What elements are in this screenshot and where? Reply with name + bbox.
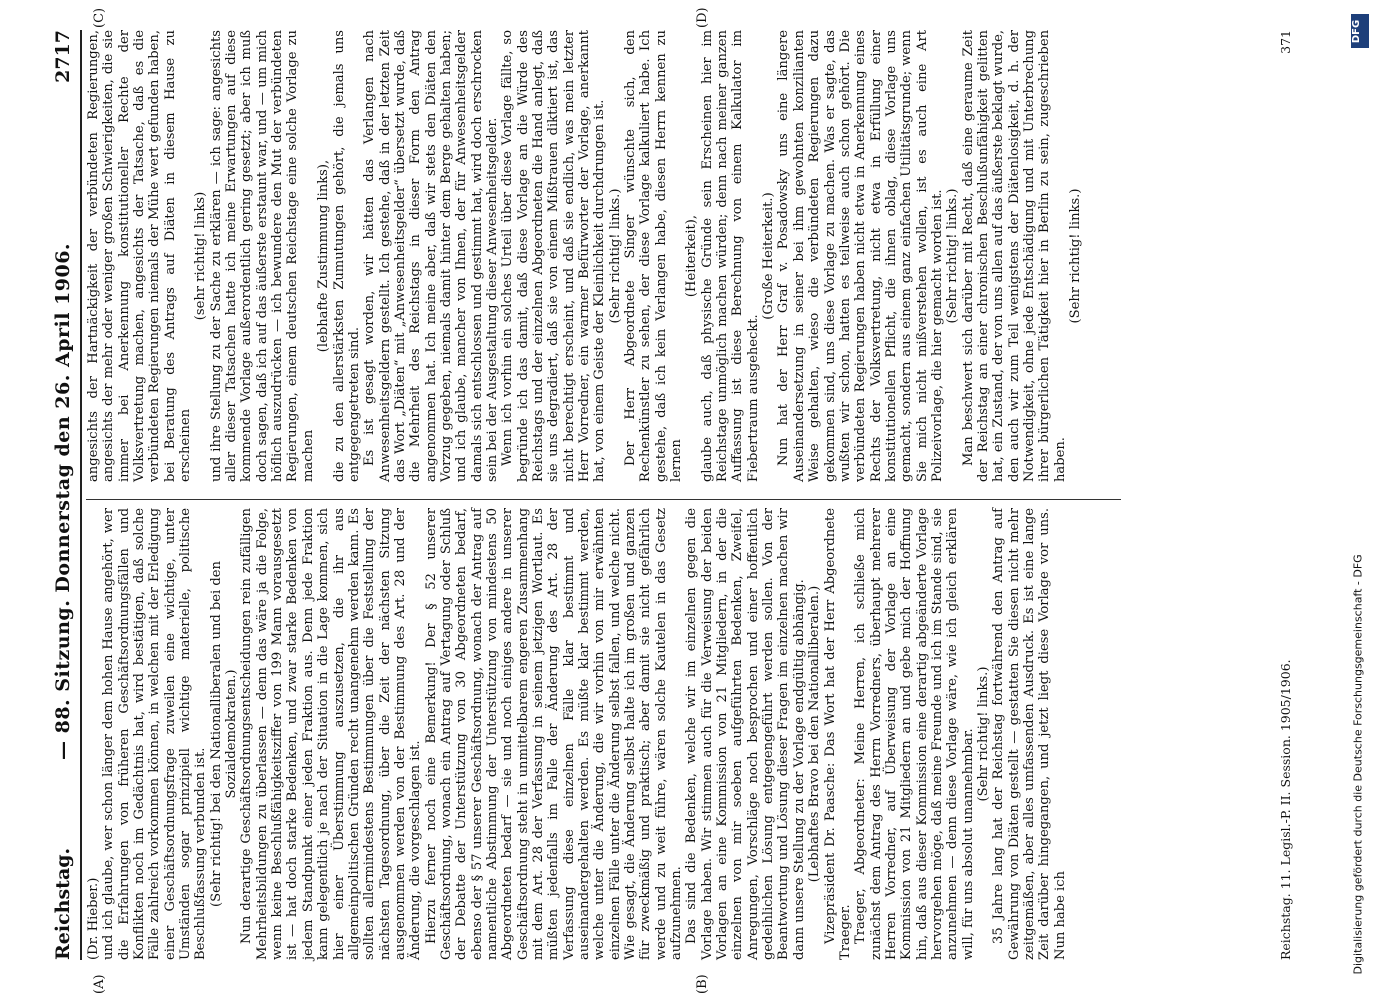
right-column-paragraph: glaube auch, daß physische Gründe sein Erscheinen hier im Reichstage unmöglich machen würden; denn nach meiner ganzen Auffassung ist diese Berechnung von einem Kalkulator im Fiebertraum ausgeheckt. — [699, 30, 761, 482]
header-left: Reichstag. — [52, 847, 74, 960]
left-column-paragraph: Das sind die Bedenken, welche wir im einzelnen gegen die Vorlage haben. Wir stimmen auch für die Verweisung der beiden Vorlagen an eine Kommission von 21 Mitgliedern, in der die einzelnen von mir soeben aufgeführten Bedenken, Zweifel, Anregungen, Vorschläge noch besprochen und einer hoffentlich gedeihlichen Lösung entgegengeführt werden sollen. Von der Beantwortung und Lösung dieser Fragen im einzelnen machen wir dann unsere Stellung zu der Vorlage endgültig abhängig. — [684, 508, 807, 960]
right-text-column — [86, 30, 1083, 482]
right-column-paragraph: Wenn ich vorhin ein solches Urteil über diese Vorlage fällte, so begründe ich das damit, daß diese Vorlage an die Würde des Reichstags und der einzelnen Abgeordneten die Hand anlegt, daß sie uns degradiert, daß sie von einem Mißtrauen diktiert ist, das nicht berechtigt erscheint, und daß sie endlich, was mein letzter Herr Vorredner, ein warmer Befürworter der Vorlage, anerkannt hat, von einem Geiste der Kleinlichkeit durchdrungen ist. — [500, 30, 608, 482]
right-column-paragraph: angesichts der Hartnäckigkeit der verbündeten Regierungen, angesichts der mehr oder weniger großen Schwierigkeiten, die sie immer bei Anerkennung konstitutioneller Rechte der Volksvertretung machen, angesichts der Tatsache, daß es die verbündeten Regierungen niemals der Mühe wert gefunden haben, bei Beratung des Antrags auf Diäten in diesem Hause zu erscheinen — [86, 30, 194, 482]
left-column-paragraph: Nun derartige Geschäftsordnungsentscheidungen rein zufälligen Mehrheitsbildungen zu überlassen — denn das wäre ja die Folge, wenn keine Beschlußfähigkeitsziffer von 199 Mann vorausgesetzt ist — hat doch starke Bedenken, und zwar starke Bedenken von jedem Standpunkt einer jeden Fraktion aus. Denn jede Fraktion kann gelegentlich je nach der Situation in die Lage kommen, sich hier einer Überstimmung auszusetzen, die ihr aus allgemeinpolitischen Gründen recht unangenehm werden kann. Es sollten allermindestens Bestimmungen über die Feststellung der nächsten Tagesordnung, über die Zeit der nächsten Sitzung ausgenommen werden von der Bestimmung des Art. 28 und der Änderung, die vorgeschlagen ist. — [239, 508, 424, 960]
header-rule — [80, 30, 82, 960]
left-column-paragraph: (Lebhaftes Bravo bei den Nationalliberalen.) — [807, 585, 823, 883]
footer-publication: Reichstag. 11. Legisl.-P. II. Session. 1905/1906. — [1278, 659, 1293, 960]
left-column-paragraph: (Sehr richtig! links.) — [975, 666, 991, 802]
page-footer — [1278, 30, 1293, 960]
left-column-paragraph: Traeger, Abgeordneter: Meine Herren, ich schließe mich zunächst dem Antrag des Herrn Vorredners, überhaupt mehrerer Herren Vorredner, auf Überweisung der Vorlage an eine Kommission von 21 Mitgliedern an und gebe mich der Hoffnung hin, daß aus dieser Kommission eine derartig abgeänderte Vorlage hervorgehen möge, daß meine Freunde und ich im Stande sind, sie anzunehmen — denn diese Vorlage wäre, wie ich gleich erklären will, für uns absolut unannehmbar. — [853, 508, 976, 960]
left-column-paragraph: Vizepräsident Dr. Paasche: Das Wort hat der Herr Abgeordnete Traeger. — [822, 508, 853, 960]
right-column-paragraph: Man beschwert sich darüber mit Recht, daß eine geraume Zeit der Reichstag an einer chronischen Beschlußunfähigkeit gelitten hat, ein Zustand, der von uns allen auf das äußerste beklagt wurde, den auch wir zum Teil wenigstens der Diätenlosigkeit, d. h. der Notwendigkeit, ohne jede Entschädigung und mit Unterbrechung ihrer bürgerlichen Tätigkeit hier in Berlin zu sein, zugeschrieben haben. — [960, 30, 1068, 482]
right-column-paragraph: Nun hat der Herr Graf v. Posadowsky uns eine längere Auseinandersetzung in seiner bei ihm gewohnten konzilianten Weise gehalten, wieso die verbündeten Regierungen dazu gekommen sind, uns diese Vorlage zu machen. Was er sagte, das wußten wir schon, hatten es teilweise auch schon gehört. Die verbündeten Regierungen haben nicht etwa in Anerkennung eines Rechts der Volksvertretung, nicht etwa in Erfüllung einer konstitutionellen Pflicht, die ihnen oblag, diese Vorlage uns gemacht, sondern aus einem ganz einfachen Utilitätsgrunde; wenn Sie mich nicht mißverstehen wollen, ist es auch eine Art Polizeivorlage, die hier gemacht worden ist. — [776, 30, 945, 482]
right-column-paragraph: und ihre Stellung zu der Sache zu erklären — ich sage: angesichts aller dieser Tatsachen hatte ich meine Erwartungen auf diese kommende Vorlage außerordentlich gering gesetzt; aber ich muß doch sagen, daß ich auf das äußerste erstaunt war, und — um mich höflich auszudrücken — ich bewundere den Mut der verbündeten Regierungen, einem deutschen Reichstage eine solche Vorlage zu machen — [208, 30, 316, 482]
page-number: 2717 — [52, 30, 74, 83]
margin-mark-b: (B) — [695, 974, 710, 994]
right-column-paragraph: (Große Heiterkeit.) — [761, 192, 777, 320]
left-column-paragraph: und ich glaube, wer schon länger dem hohen Hause angehört, wer die Erfahrungen von früheren Geschäftsordnungsfällen und Konflikten noch im Gedächtnis hat, wird bestätigen, daß solche Fälle zahlreich vorkommen können, in welchen mit der Erledigung einer Geschäftsordnungsfrage zuweilen eine wichtige, unter Umständen sogar prinzipiell wichtige materielle, politische Beschlußfassung verbunden ist. — [101, 508, 209, 960]
dfg-logo: DFG — [1351, 14, 1369, 48]
digitization-stamp — [1348, 8, 1374, 988]
margin-mark-c: (C) — [92, 7, 107, 28]
digitization-credit: Digitalisierung gefördert durch die Deutsche Forschungsgemeinschaft - DFG — [1351, 554, 1365, 975]
right-column-paragraph: (Sehr richtig! links.) — [945, 188, 961, 324]
right-column-paragraph: (sehr richtig! links) — [193, 191, 209, 321]
footer-sheet-number: 371 — [1278, 30, 1293, 54]
right-column-paragraph: (Sehr richtig! links.) — [1068, 188, 1083, 324]
left-text-column — [86, 508, 1086, 960]
right-column-paragraph: Der Herr Abgeordnete Singer wünschte sich, den Rechenkünstler zu sehen, der diese Vorlage kalkuliert habe. Ich gestehe, daß ich kein Verlangen habe, diesen Herrn kennen zu lernen — [623, 30, 685, 482]
left-column-paragraph: (Dr. Hieber.) — [86, 877, 101, 960]
header-session-date: — 88. Sitzung. Donnerstag den 26. April 1906. — [52, 242, 74, 760]
right-column-paragraph: (Sehr richtig! links.) — [607, 188, 623, 324]
left-column-paragraph: Hierzu ferner noch eine Bemerkung! Der § 52 unserer Geschäftsordnung, wonach ein Antrag auf Vertagung oder Schluß der Debatte der Unterstützung von 30 Abgeordneten bedarf, ebenso der § 57 unserer Geschäftsordnung, wonach der Antrag auf namentliche Abstimmung der Unterstützung von mindestens 50 Abgeordneten bedarf — sie und noch einiges andere in unserer Geschäftsordnung steht in unmittelbarem engeren Zusammenhang mit dem Art. 28 der Verfassung in seinem jetzigen Wortlaut. Es müßten jedenfalls im Falle der Änderung des Art. 28 der Verfassung diese einzelnen Fälle klar bestimmt und auseinandergehalten werden. Es müßte klar bestimmt werden, welche unter die Änderung, die wir vorhin von mir erwähnten einzelnen Fälle unter die Änderung selbst fallen, und welche nicht. Wie gesagt, die Änderung selbst halte ich im großen und ganzen für zweckmäßig und praktisch; aber damit sie nicht gefährlich werde und zu weit führe, wären solche Kautelen in das Gesetz aufzunehmen. — [423, 508, 685, 960]
right-column-paragraph: die zu den allerstärksten Zumutungen gehört, die jemals uns entgegengetreten sind. — [331, 30, 362, 482]
column-divider — [86, 499, 1121, 500]
margin-mark-d: (D) — [695, 7, 710, 28]
left-column-paragraph: (Sehr richtig! bei den Nationalliberalen und bei den Sozialdemokraten.) — [208, 561, 240, 907]
page-header — [52, 30, 76, 960]
right-column-paragraph: (lebhafte Zustimmung links), — [316, 159, 332, 353]
right-column-paragraph: (Heiterkeit), — [684, 214, 700, 298]
left-column-paragraph: 35 Jahre lang hat der Reichstag fortwährend den Antrag auf Gewährung von Diäten gestellt — gestatten Sie diesen nicht mehr zeitgemäßen, aber alles umfassenden Ausdruck. Es ist eine lange Zeit darüber hingegangen, und jetzt liegt diese Vorlage vor uns. Nun habe ich — [991, 508, 1068, 960]
margin-mark-a: (A) — [92, 974, 107, 994]
right-column-paragraph: Es ist gesagt worden, wir hätten das Verlangen nach Anwesenheitsgeldern gestellt. Ich gestehe, daß in der letzten Zeit das Wort „Diäten“ mit „Anwesenheitsgelder“ übersetzt wurde, daß die Mehrheit des Reichstags in dieser Form den Antrag angenommen hat. Ich meine aber, daß wir stets den Diäten den Vorzug gegeben, niemals damit hinter dem Berge gehalten haben; und ich glaube, mancher von Ihnen, der für Anwesenheitsgelder damals sich entschlossen und gestimmt hat, wird doch erschrocken sein bei der Ausgestaltung dieser Anwesenheitsgelder. — [362, 30, 500, 482]
